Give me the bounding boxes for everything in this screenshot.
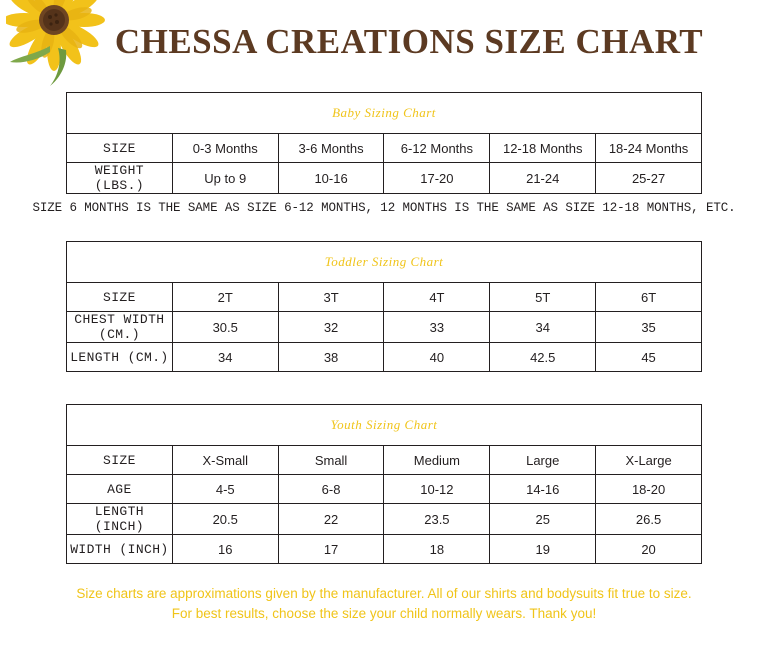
table-row	[67, 475, 702, 504]
table-cell: Up to 9	[172, 163, 278, 194]
table-cell: 30.5	[172, 312, 278, 343]
table-cell: 22	[278, 504, 384, 535]
table-cell: 34	[172, 343, 278, 372]
table-header-row	[67, 446, 702, 475]
column-header: X-Small	[172, 446, 278, 475]
baby-sizing-chart	[66, 92, 702, 194]
row-label: AGE	[67, 475, 173, 504]
column-header: 4T	[384, 283, 490, 312]
chart-title: Toddler Sizing Chart	[67, 242, 702, 283]
table-cell: 40	[384, 343, 490, 372]
table-cell: 23.5	[384, 504, 490, 535]
table-cell: 14-16	[490, 475, 596, 504]
column-header: 3T	[278, 283, 384, 312]
table-cell: 17-20	[384, 163, 490, 194]
table-row	[67, 163, 702, 194]
chart-title-row	[67, 93, 702, 134]
column-header: 12-18 Months	[490, 134, 596, 163]
column-header: SIZE	[67, 446, 173, 475]
column-header: 2T	[172, 283, 278, 312]
table-cell: 20.5	[172, 504, 278, 535]
baby-chart-note: SIZE 6 MONTHS IS THE SAME AS SIZE 6-12 MONTHS, 12 MONTHS IS THE SAME AS SIZE 12-18 MONTHS, ETC.	[32, 201, 736, 215]
table-cell: 4-5	[172, 475, 278, 504]
table-cell: 25	[490, 504, 596, 535]
table-cell: 19	[490, 535, 596, 564]
chart-title: Baby Sizing Chart	[67, 93, 702, 134]
chart-title-row	[67, 242, 702, 283]
table-cell: 10-12	[384, 475, 490, 504]
column-header: SIZE	[67, 134, 173, 163]
row-label: WIDTH (INCH)	[67, 535, 173, 564]
chart-title-row	[67, 405, 702, 446]
footer-note	[0, 584, 768, 624]
column-header: 3-6 Months	[278, 134, 384, 163]
table-cell: 16	[172, 535, 278, 564]
column-header: 18-24 Months	[596, 134, 702, 163]
page-header	[0, 0, 768, 92]
footer-line-1: Size charts are approximations given by the manufacturer. All of our shirts and bodysuits fit true to size.	[76, 586, 692, 601]
table-cell: 42.5	[490, 343, 596, 372]
footer-line-2: For best results, choose the size your child normally wears. Thank you!	[171, 606, 597, 621]
row-label: CHEST WIDTH (CM.)	[67, 312, 173, 343]
chart-title: Youth Sizing Chart	[67, 405, 702, 446]
table-row	[67, 312, 702, 343]
column-header: 0-3 Months	[172, 134, 278, 163]
table-cell: 26.5	[596, 504, 702, 535]
row-label: LENGTH (INCH)	[67, 504, 173, 535]
table-cell: 10-16	[278, 163, 384, 194]
table-cell: 18	[384, 535, 490, 564]
column-header: SIZE	[67, 283, 173, 312]
table-cell: 32	[278, 312, 384, 343]
table-cell: 34	[490, 312, 596, 343]
table-header-row	[67, 283, 702, 312]
table-cell: 6-8	[278, 475, 384, 504]
table-cell: 17	[278, 535, 384, 564]
row-label: LENGTH (CM.)	[67, 343, 173, 372]
page-title: CHESSA CREATIONS SIZE CHART	[114, 22, 704, 61]
table-cell: 38	[278, 343, 384, 372]
youth-sizing-chart	[66, 404, 702, 564]
table-cell: 35	[596, 312, 702, 343]
column-header: 6T	[596, 283, 702, 312]
column-header: Small	[278, 446, 384, 475]
table-row	[67, 535, 702, 564]
column-header: Large	[490, 446, 596, 475]
table-cell: 45	[596, 343, 702, 372]
column-header: 6-12 Months	[384, 134, 490, 163]
row-label: WEIGHT (LBS.)	[67, 163, 173, 194]
toddler-sizing-chart	[66, 241, 702, 372]
table-cell: 20	[596, 535, 702, 564]
table-cell: 18-20	[596, 475, 702, 504]
table-header-row	[67, 134, 702, 163]
table-row	[67, 343, 702, 372]
column-header: X-Large	[596, 446, 702, 475]
table-cell: 21-24	[490, 163, 596, 194]
table-row	[67, 504, 702, 535]
table-cell: 25-27	[596, 163, 702, 194]
column-header: 5T	[490, 283, 596, 312]
column-header: Medium	[384, 446, 490, 475]
table-cell: 33	[384, 312, 490, 343]
